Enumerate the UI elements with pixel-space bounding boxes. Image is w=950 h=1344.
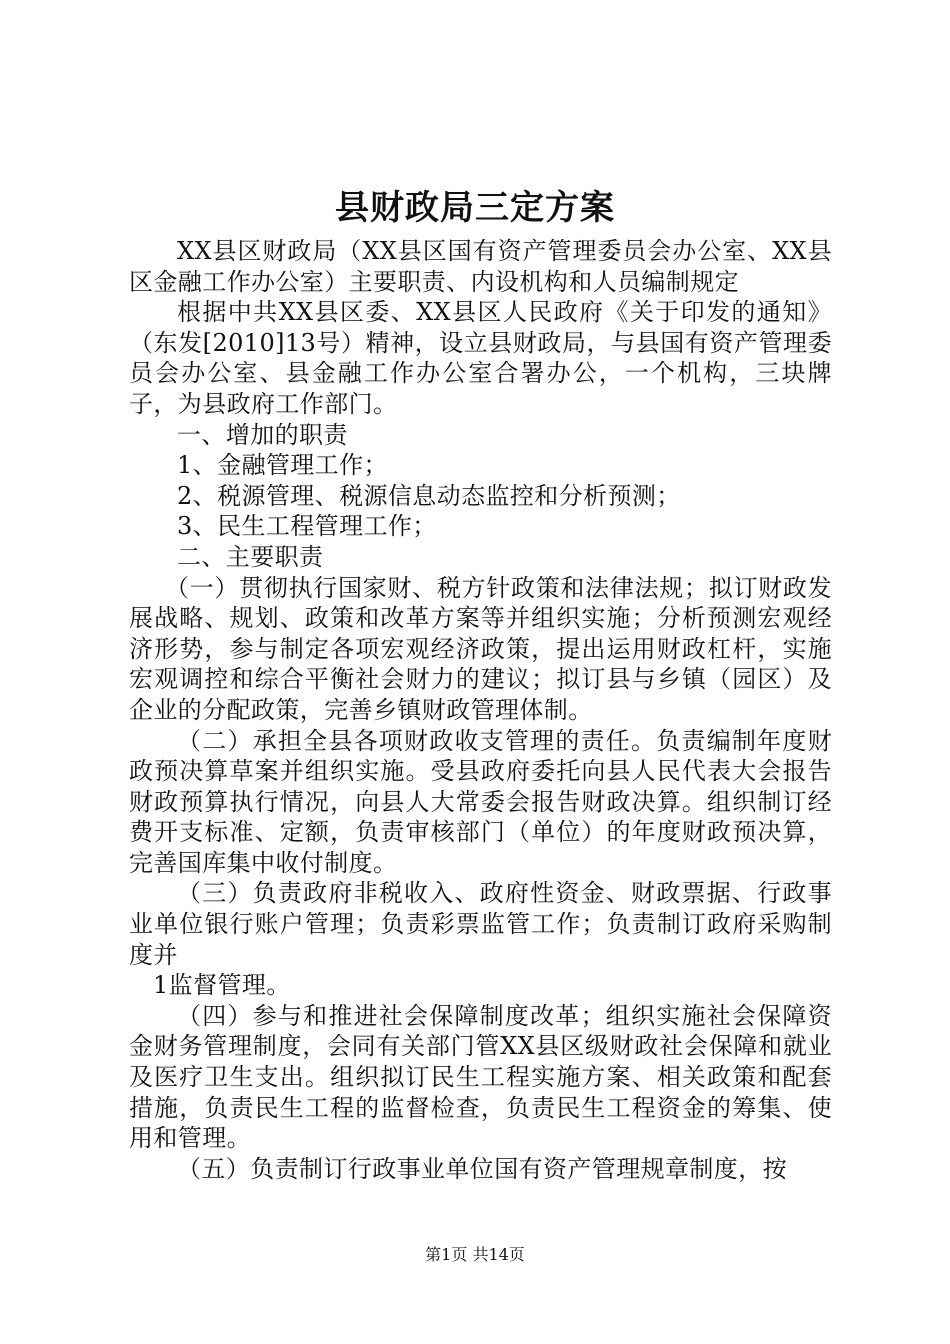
paragraph-heading-line: XX县区财政局（XX县区国有资产管理委员会办公室、XX县区金融工作办公室）主要职责、内设机构和人员编制规定 (129, 237, 832, 296)
paragraph-basis: 根据中共XX县区委、XX县区人民政府《关于印发的通知》（东发[2010]13号）精神，设立县财政局，与县国有资产管理委员会办公室、县金融工作办公室合署办公，一个机构，三块牌子，为县政府工作部门。 (129, 298, 832, 418)
list-item-tax-source: 2、税源管理、税源信息动态监控和分析预测； (177, 481, 681, 510)
duty-item-5: （五）负责制订行政事业单位国有资产管理规章制度，按 (177, 1154, 787, 1183)
document-body (129, 236, 832, 1184)
list-item-finance: 1、金融管理工作； (177, 451, 388, 480)
section-heading-added-duties: 一、增加的职责 (177, 420, 348, 449)
duty-item-1: （一）贯彻执行国家财、税方针政策和法律法规；拟订财政发展战略、规划、政策和改革方案等并组织实施；分析预测宏观经济形势，参与制定各项宏观经济政策，提出运用财政杠杆，实施宏观调控和综合平衡社会财力的建议；拟订县与乡镇（园区）及企业的分配政策，完善乡镇财政管理体制。 (129, 573, 832, 724)
duty-item-3-continued: 1监督管理。 (153, 971, 291, 1000)
page-number: 第1页 共14页 (425, 1245, 525, 1264)
section-heading-main-duties: 二、主要职责 (177, 542, 324, 571)
duty-item-4: （四）参与和推进社会保障制度改革；组织实施社会保障资金财务管理制度，会同有关部门管XX县区级财政社会保障和就业及医疗卫生支出。组织拟订民生工程实施方案、相关政策和配套措施，负责民生工程的监督检查，负责民生工程资金的筹集、使用和管理。 (129, 1001, 832, 1153)
duty-item-3: （三）负责政府非税收入、政府性资金、财政票据、行政事业单位银行账户管理；负责彩票监管工作；负责制订政府采购制度并 (129, 879, 832, 969)
list-item-livelihood: 3、民生工程管理工作； (177, 512, 437, 541)
document-title: 县财政局三定方案 (335, 188, 615, 228)
duty-item-2: （二）承担全县各项财政收支管理的责任。负责编制年度财政预决算草案并组织实施。受县政府委托向县人民代表大会报告财政预算执行情况，向县人大常委会报告财政决算。组织制订经费开支标准、定额，负责审核部门（单位）的年度财政预决算，完善国库集中收付制度。 (129, 726, 832, 877)
